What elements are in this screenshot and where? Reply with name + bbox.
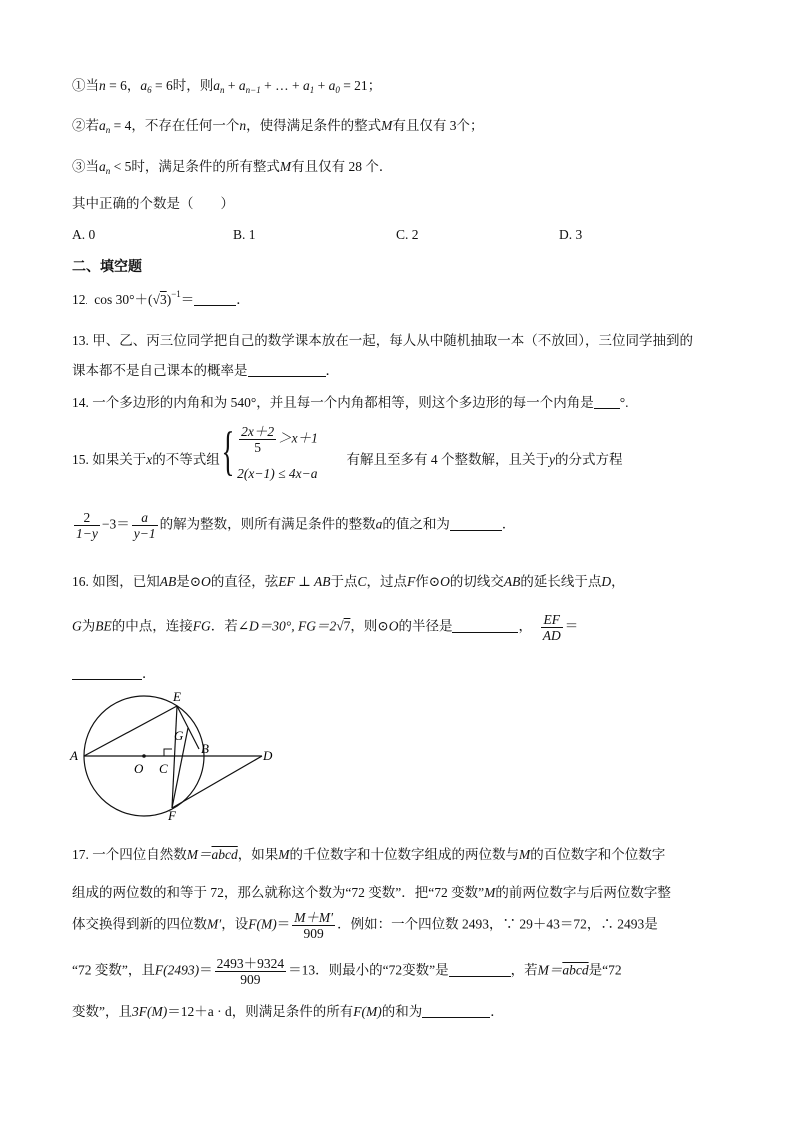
question-17-line3: 体交换得到新的四位数M′，设F(M)＝ $\frac{M+M'}{909}$ ．例如：一个四位数 2493，∵ 29＋43＝72，∴ 2493是: [72, 910, 658, 941]
question-17-line5: 变数”，且3F(M)＝12＋a · d，则满足条件的所有F(M)的和为 ．: [72, 1004, 504, 1019]
question-13-line1: 13. 甲、乙、丙三位同学把自己的数学课本放在一起，每人从中随机抽取一本（不放回），三位同学抽到的: [72, 333, 693, 348]
question-14: 14. 一个多边形的内角和为 540°，并且每一个内角都相等，则这个多边形的每一个内角是 °.: [72, 395, 629, 410]
label-o: O: [134, 761, 144, 776]
question-17-line4: “72 变数”，且F(2493)＝ $\frac{2493+9324}{909}$ ＝13．则最小的“72变数”是 ，若M＝abcd是“72: [72, 956, 622, 987]
option-c: C. 2: [396, 227, 419, 242]
statement-2: ②若$a_n = 4$，不存在任何一个n，使得满足条件的整式M有且仅有 3个；: [72, 118, 484, 135]
answer-blank[interactable]: [194, 293, 236, 306]
option-d: D. 3: [559, 227, 583, 242]
question-16-line2: G为BE的中点，连接FG．若∠D＝30°, FG＝2√7，则⊙O的半径是 ， $\frac{EF}{AD}$ ＝: [72, 612, 579, 643]
answer-blank[interactable]: [72, 667, 142, 680]
center-dot: [142, 754, 146, 758]
option-b: B. 1: [233, 227, 256, 242]
question-13-line2: 课本都不是自己课本的概率是 ．: [72, 363, 339, 378]
question-prompt: 其中正确的个数是（ ）: [72, 196, 234, 211]
label-b: B: [201, 741, 209, 756]
label-c: C: [159, 761, 168, 776]
answer-blank[interactable]: [248, 364, 326, 377]
line-ae: [84, 706, 177, 756]
label-e: E: [173, 689, 181, 704]
question-16-line3: ．: [72, 662, 156, 682]
label-d: D: [263, 748, 273, 763]
answer-blank[interactable]: [449, 964, 511, 977]
question-16-line1: 16. 如图，已知AB是⊙O的直径，弦EF ⊥ AB于点C，过点F作⊙O的切线交AB的延长线于点D，: [72, 574, 625, 589]
question-15-line2: $\frac{2}{1-y}$ −3＝ $\frac{a}{y-1}$ 的解为整数，则所有满足条件的整数a的值之和为 ．: [76, 510, 516, 541]
geometry-figure: [66, 686, 286, 822]
label-a: A: [70, 748, 78, 763]
question-12: 12. $\cos 30^\circ+(√3)^{-1}=$ ．: [72, 289, 250, 307]
answer-blank[interactable]: [450, 518, 502, 531]
question-17-line1: 17. 一个四位自然数M＝abcd，如果M的千位数字和十位数字组成的两位数与M的百位数字和个位数字: [72, 847, 666, 862]
statement-3: ③当$a_n < 5$时，满足条件的所有整式M有且仅有 28 个．: [72, 159, 393, 176]
label-g: G: [174, 728, 184, 743]
answer-blank[interactable]: [452, 620, 518, 633]
right-angle-mark: [164, 749, 172, 756]
line-fd: [172, 756, 262, 808]
answer-blank[interactable]: [594, 396, 620, 409]
option-a: A. 0: [72, 227, 96, 242]
question-17-line2: 组成的两位数的和等于 72，那么就称这个数为“72 变数”．把“72 变数”M的前两位数字与后两位数字整: [72, 885, 671, 900]
answer-blank[interactable]: [422, 1005, 490, 1018]
question-15-line1: 15. 如果关于x的不等式组 { $\frac{2x+2}{5}$ ＞x＋1 2(x−1) ≤ 4x−a 有解且至多有 4 个整数解，且关于y的分式方程: [72, 421, 623, 481]
label-f: F: [168, 808, 176, 822]
section-title: 二、填空题: [72, 259, 142, 275]
statement-1: ①当n = 6，$a_6 = 6$时，则$a_n + a_{n-1}$ + … + $a_1 + a_0 = 21$；: [72, 78, 382, 95]
